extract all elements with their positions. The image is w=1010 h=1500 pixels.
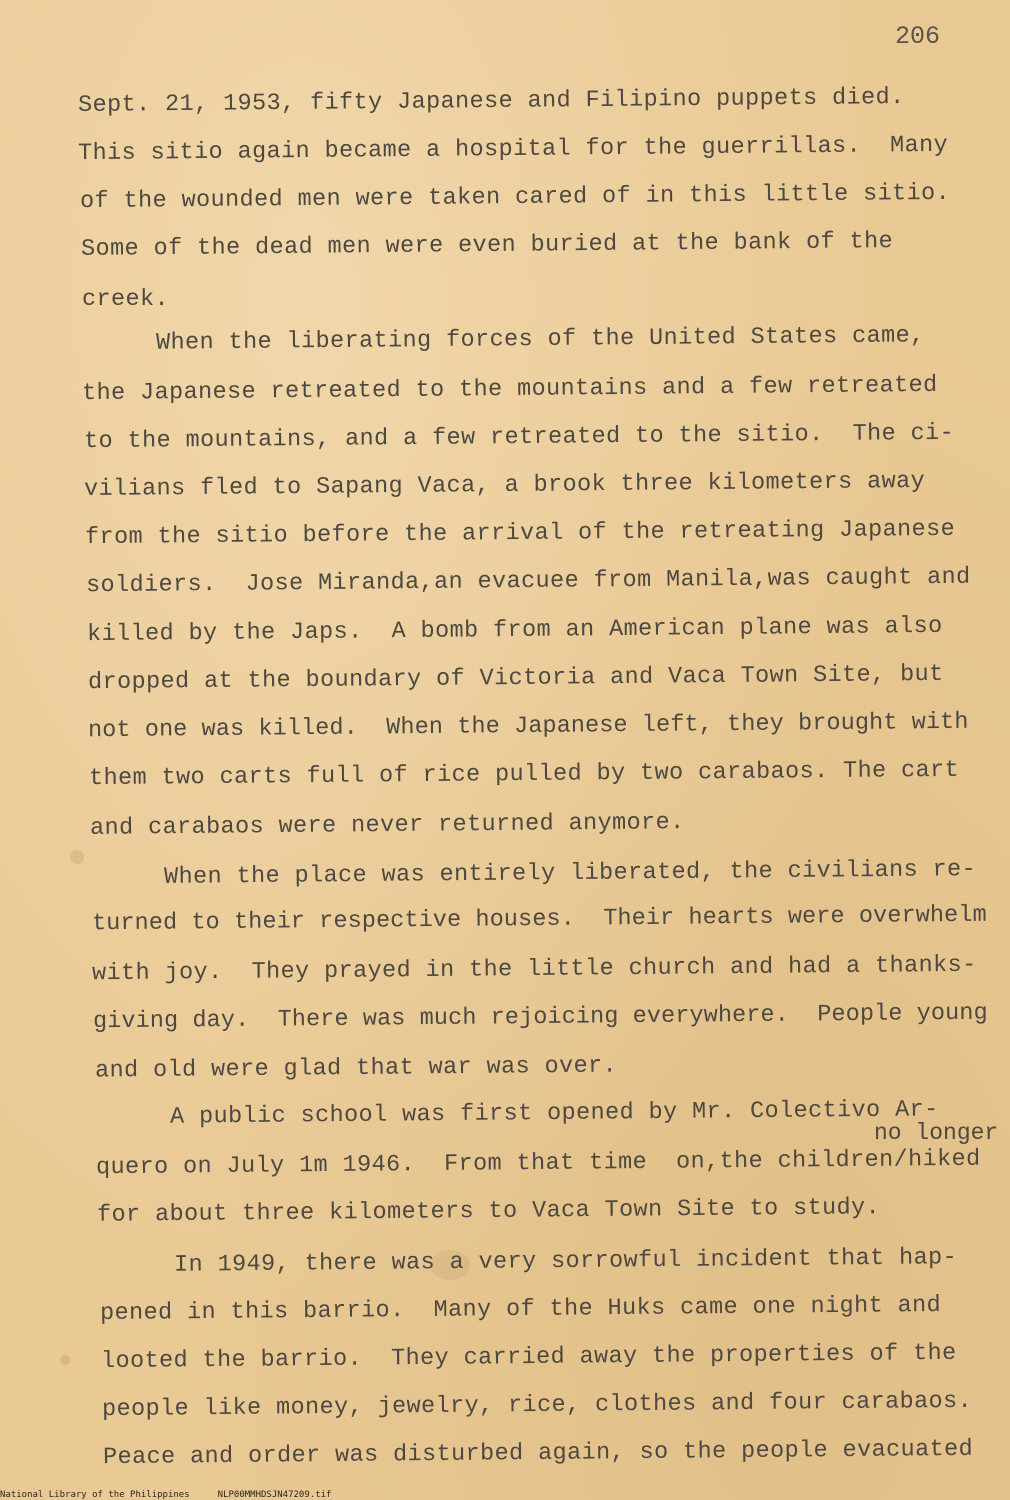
text-line: pened in this barrio. Many of the Huks came one night and	[99, 1291, 942, 1328]
text-line: creek.	[82, 286, 170, 313]
text-line: from the sitio before the arrival of the retreating Japanese	[84, 515, 956, 552]
page-number: 206	[895, 22, 941, 51]
text-line: giving day. There was much rejoicing everywhere. People young	[92, 999, 988, 1036]
footer-library: National Library of the Philippines	[0, 1490, 190, 1500]
text-line: for about three kilometers to Vaca Town Site to study.	[96, 1194, 881, 1229]
text-line: soldiers. Jose Miranda,an evacuee from Manila,was caught and	[85, 563, 971, 600]
text-line: dropped at the boundary of Victoria and Vaca Town Site, but	[87, 660, 944, 697]
text-line: vilians fled to Sapang Vaca, a brook three kilometers away	[83, 467, 926, 504]
text-line: Peace and order was disturbed again, so the people evacuated	[102, 1435, 974, 1472]
text-line: to the mountains, and a few retreated to the sitio. The ci-	[83, 419, 955, 456]
text-line: them two carts full of rice pulled by two carabaos. The cart	[88, 756, 960, 793]
text-line: the Japanese retreated to the mountains and a few retreated	[81, 371, 938, 408]
text-line: quero on July 1m 1946. From that time on,the children/hiked	[95, 1145, 981, 1182]
text-line: turned to their respective houses. Their hearts were overwhelm	[91, 901, 987, 938]
text-line: This sitio again became a hospital for the guerrillas. Many	[77, 131, 949, 168]
scan-footer	[0, 1490, 1010, 1500]
paper-stain	[70, 850, 84, 864]
text-line: and carabaos were never returned anymore.	[89, 809, 685, 842]
footer-filename: NLP00MMHDSJN47209.tif	[217, 1490, 332, 1500]
text-line: not one was killed. When the Japanese left, they brought with	[87, 708, 969, 745]
text-line: When the place was entirely liberated, the civilians re-	[163, 856, 977, 891]
text-line: looted the barrio. They carried away the properties of the	[100, 1339, 957, 1376]
text-line: Some of the dead men were even buried at the bank of the	[80, 228, 894, 263]
text-line: with joy. They prayed in the little church and had a thanks-	[91, 951, 977, 988]
text-line: of the wounded men were taken cared of in this little sitio.	[79, 179, 951, 216]
text-line: When the liberating forces of the United States came,	[155, 322, 925, 357]
text-line: A public school was first opened by Mr. Colectivo Ar-	[169, 1096, 939, 1131]
text-line: killed by the Japs. A bomb from an American plane was also	[86, 612, 943, 649]
text-line: people like money, jewelry, rice, clothes and four carabaos.	[101, 1387, 973, 1424]
text-line: Sept. 21, 1953, fifty Japanese and Filipino puppets died.	[77, 84, 905, 119]
text-line: In 1949, there was a very sorrowful incident that hap-	[173, 1244, 958, 1279]
paper-stain	[60, 1355, 70, 1365]
text-line: and old were glad that war was over.	[94, 1052, 618, 1085]
handwritten-insertion: no longer	[874, 1120, 999, 1146]
